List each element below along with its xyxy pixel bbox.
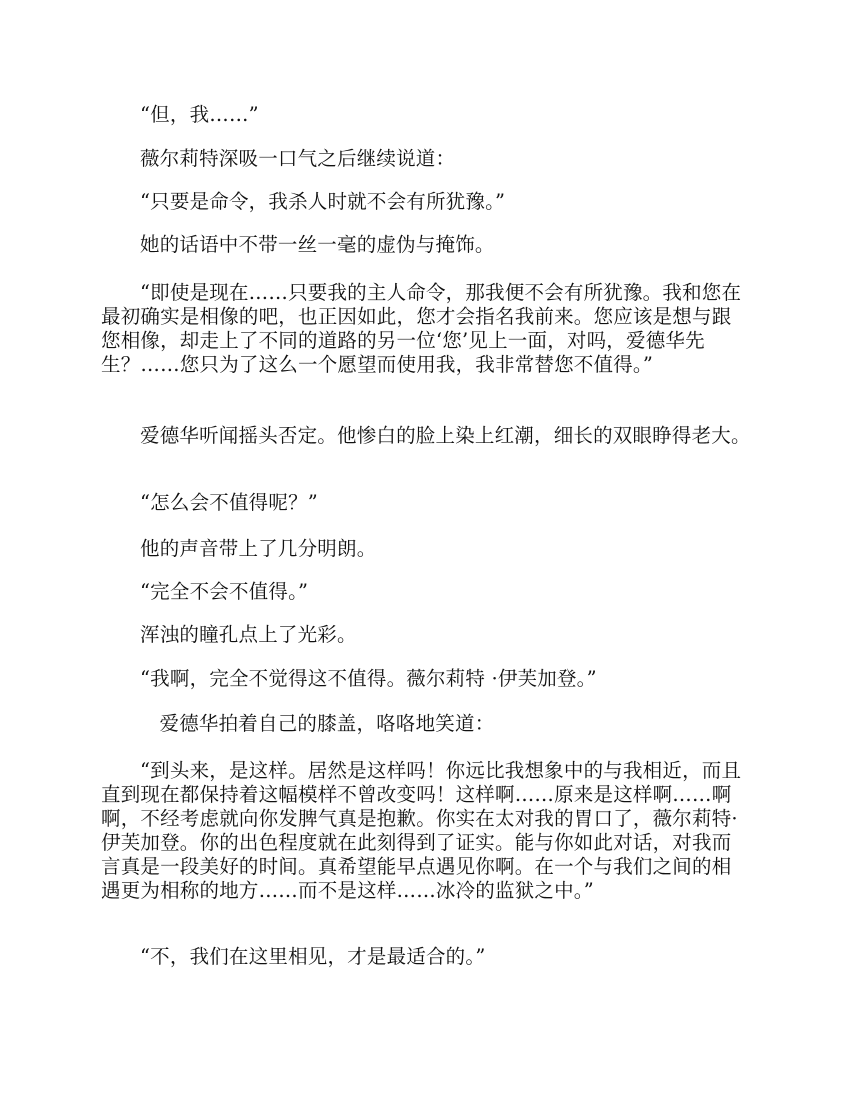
paragraph-12: 爱德华拍着自己的膝盖，咯咯地笑道： [159,712,495,735]
paragraph-6: 爱德华听闻摇头否定。他惨白的脸上染上红潮，细长的双眼睁得老大。 [140,424,751,447]
paragraph-5: “即使是现在……只要我的主人命令，那我便不会有所犹豫。我和您在最初确实是相像的吧，也正因如此，您才会指名我前来。您应该是想与跟您相像，却走上了不同的道路的另一位‘您’见上一面，对吗，爱德华先生？……您只为了这么一个愿望而使用我，我非常替您不值得。” [101,281,742,376]
paragraph-2: 薇尔莉特深吸一口气之后继续说道： [140,147,456,170]
paragraph-3: “只要是命令，我杀人时就不会有所犹豫。” [140,190,506,213]
paragraph-4: 她的话语中不带一丝一毫的虚伪与掩饰。 [140,233,495,256]
paragraph-7: “怎么会不值得呢？” [140,491,318,514]
paragraph-9: “完全不会不值得。” [140,580,309,603]
paragraph-11: “我啊，完全不觉得这不值得。薇尔莉特 ·伊芙加登。” [140,667,597,690]
paragraph-10: 浑浊的瞳孔点上了光彩。 [140,623,357,646]
paragraph-8: 他的声音带上了几分明朗。 [140,537,377,560]
paragraph-1: “但，我……” [140,103,259,126]
paragraph-13: “到头来，是这样。居然是这样吗！你远比我想象中的与我相近，而且直到现在都保持着这幅模样不曾改变吗！这样啊……原来是这样啊……啊啊，不经考虑就向你发脾气真是抱歉。你实在太对我的胃口了，薇尔莉特·伊芙加登。你的出色程度就在此刻得到了证实。能与你如此对话，对我而言真是一段美好的时间。真希望能早点遇见你啊。在一个与我们之间的相遇更为相称的地方……而不是这样……冰冷的监狱之中。” [101,759,742,902]
paragraph-14: “不，我们在这里相见，才是最适合的。” [140,945,486,968]
